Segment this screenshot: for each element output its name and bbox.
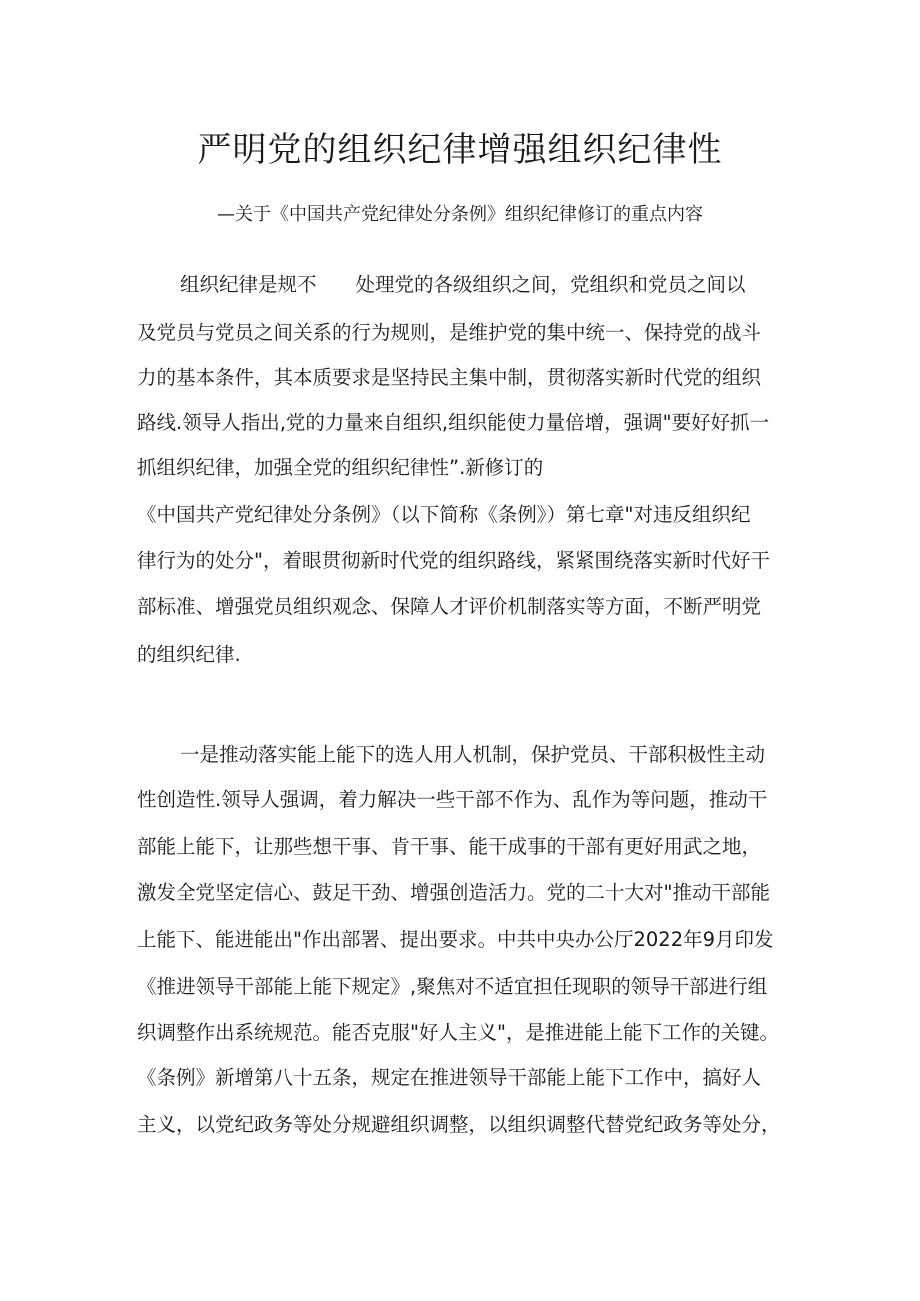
document-title: 严明党的组织纪律增强组织纪律性: [197, 130, 723, 170]
paragraph-line: 及党员与党员之间关系的行为规则，是维护党的集中统一、保持党的战斗: [137, 321, 762, 344]
paragraph-line: 激发全党坚定信心、鼓足干劲、增强创造活力。党的二十大对"推动干部能: [137, 881, 770, 904]
paragraph-line: 织调整作出系统规范。能否克服"好人主义"，是推进能上能下工作的关键。: [137, 1021, 779, 1044]
paragraph-line: 性创造性.领导人强调，着力解决一些干部不作为、乱作为等问题，推动干: [137, 788, 768, 811]
paragraph-line: 部标准、增强党员组织观念、保障人才评价机制落实等方面，不断严明党: [137, 595, 762, 618]
paragraph-line: 上能下、能进能出"作出部署、提出要求。中共中央办公厅2022年9月印发: [137, 928, 774, 951]
paragraph-line: 力的基本条件，其本质要求是坚持民主集中制，贯彻落实新时代党的组织: [137, 366, 762, 389]
document-subtitle: —关于《中国共产党纪律处分条例》组织纪律修订的重点内容: [217, 204, 703, 225]
paragraph-line: 的组织纪律.: [137, 643, 241, 666]
paragraph-line: 一是推动落实能上能下的选人用人机制，保护党员、干部积极性主动: [180, 743, 766, 766]
paragraph-line: 路线.领导人指出,党的力量来自组织,组织能使力量倍增，强调"要好好抓一: [137, 411, 770, 434]
paragraph-line: 《条例》新增第八十五条，规定在推进领导干部能上能下工作中，搞好人: [137, 1066, 762, 1089]
paragraph-line: 律行为的处分"，着眼贯彻新时代党的组织路线，紧紧围绕落实新时代好干: [137, 549, 770, 572]
paragraph-line: 抓组织纪律，加强全党的组织纪律性”.新修订的: [137, 456, 544, 479]
paragraph-line: 部能上能下，让那些想干事、肯干事、能干成事的干部有更好用武之地，: [137, 835, 762, 858]
paragraph-line: 《推进领导干部能上能下规定》,聚焦对不适宜担任现职的领导干部进行组: [137, 975, 768, 998]
paragraph-line: 《中国共产党纪律处分条例》（以下简称《条例》）第七章"对违反组织纪: [137, 503, 751, 526]
paragraph-line: 主义，以党纪政务等处分规避组织调整，以组织调整代替党纪政务等处分，: [137, 1113, 781, 1136]
paragraph-line: 组织纪律是规不 处理党的各级组织之间，党组织和党员之间以: [180, 273, 746, 296]
